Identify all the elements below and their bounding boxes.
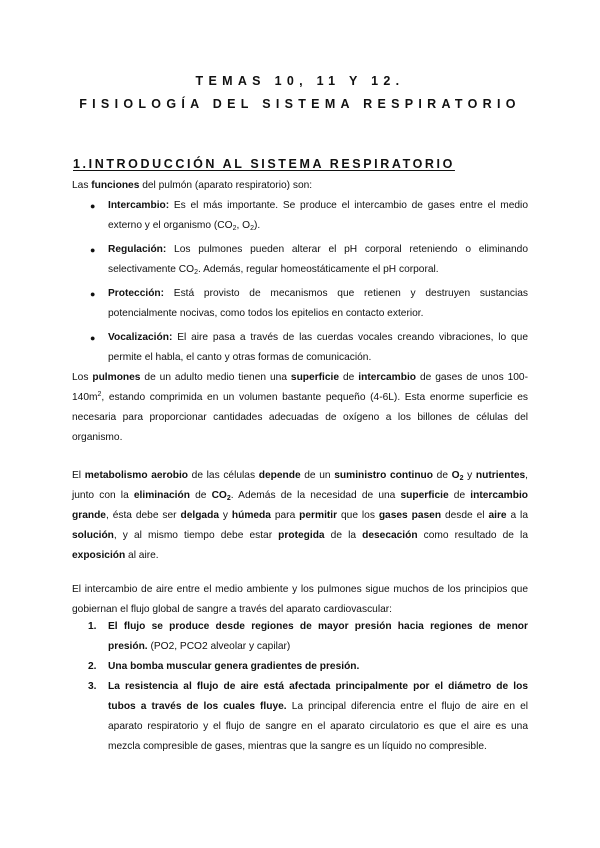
list-number: 3. <box>88 681 97 692</box>
list-number: 1. <box>88 621 97 632</box>
bullet-icon: ● <box>90 289 96 299</box>
functions-list <box>90 196 528 372</box>
bullet-icon: ● <box>90 201 96 211</box>
principles-list <box>88 617 528 757</box>
list-item: 3. La resistencia al flujo de aire está afectada principalmente por el diámetro de los tubos a través de los cuales fluye. La principal diferencia entre el flujo de aire en el aparato respiratorio y el flujo de sangre en el aparato circulatorio es que el aire es una mezcla compresible de gases, mientras que la sangre es un líquido no compresible. <box>108 677 528 757</box>
list-item: ● Regulación: Los pulmones pueden alterar el pH corporal reteniendo o eliminando selectivamente $CO_2$. Además, regular homeostáticamente el pH corporal. <box>108 240 528 280</box>
document-title-line1: TEMAS 10, 11 Y 12. <box>195 74 405 88</box>
list-item: 1. El flujo se produce desde regiones de mayor presión hacia regiones de menor presión. (PO2, PCO2 alveolar y capilar) <box>108 617 528 657</box>
list-number: 2. <box>88 661 97 672</box>
bullet-icon: ● <box>90 333 96 343</box>
metabolismo-paragraph: El metabolismo aerobio de las células depende de un suministro continuo de $O_2$ y nutrientes, junto con la eliminación de $CO_2$. Además de la necesidad de una superficie de intercambio grande, ésta debe ser delgada y húmeda para permitir que los gases pasen desde el aire a la solución, y al mismo tiempo debe estar protegida de la desecación como resultado de la exposición al aire. <box>72 470 529 561</box>
list-item: 2. Una bomba muscular genera gradientes de presión. <box>108 657 528 677</box>
intro-paragraph: Las funciones del pulmón (aparato respiratorio) son: <box>72 180 313 191</box>
list-item: ● Vocalización: El aire pasa a través de las cuerdas vocales creando vibraciones, lo que permite el habla, el canto y otras formas de comunicación. <box>108 328 528 368</box>
intercambio-paragraph: El intercambio de aire entre el medio ambiente y los pulmones sigue muchos de los principios que gobiernan el flujo global de sangre a través del aparato cardiovascular: <box>72 584 528 615</box>
document-title-line2: FISIOLOGÍA DEL SISTEMA RESPIRATORIO <box>79 97 521 111</box>
section-heading: 1.INTRODUCCIÓN AL SISTEMA RESPIRATORIO <box>73 157 455 171</box>
list-item: ● Intercambio: Es el más importante. Se produce el intercambio de gases entre el medio externo y el organismo ($CO_2$, $O_2$). <box>108 196 528 236</box>
pulmones-paragraph: Los pulmones de un adulto medio tienen una superficie de intercambio de gases de unos $100-140m^2$, estando comprimida en un volumen bastante pequeño (4-6L). Esta enorme superficie es necesaria para proporcionar cantidades adecuadas de oxígeno a los billones de células del organismo. <box>72 372 528 443</box>
list-item: ● Protección: Está provisto de mecanismos que retienen y destruyen sustancias potencialmente nocivas, como todos los epitelios en contacto exterior. <box>108 284 528 324</box>
bullet-icon: ● <box>90 245 96 255</box>
